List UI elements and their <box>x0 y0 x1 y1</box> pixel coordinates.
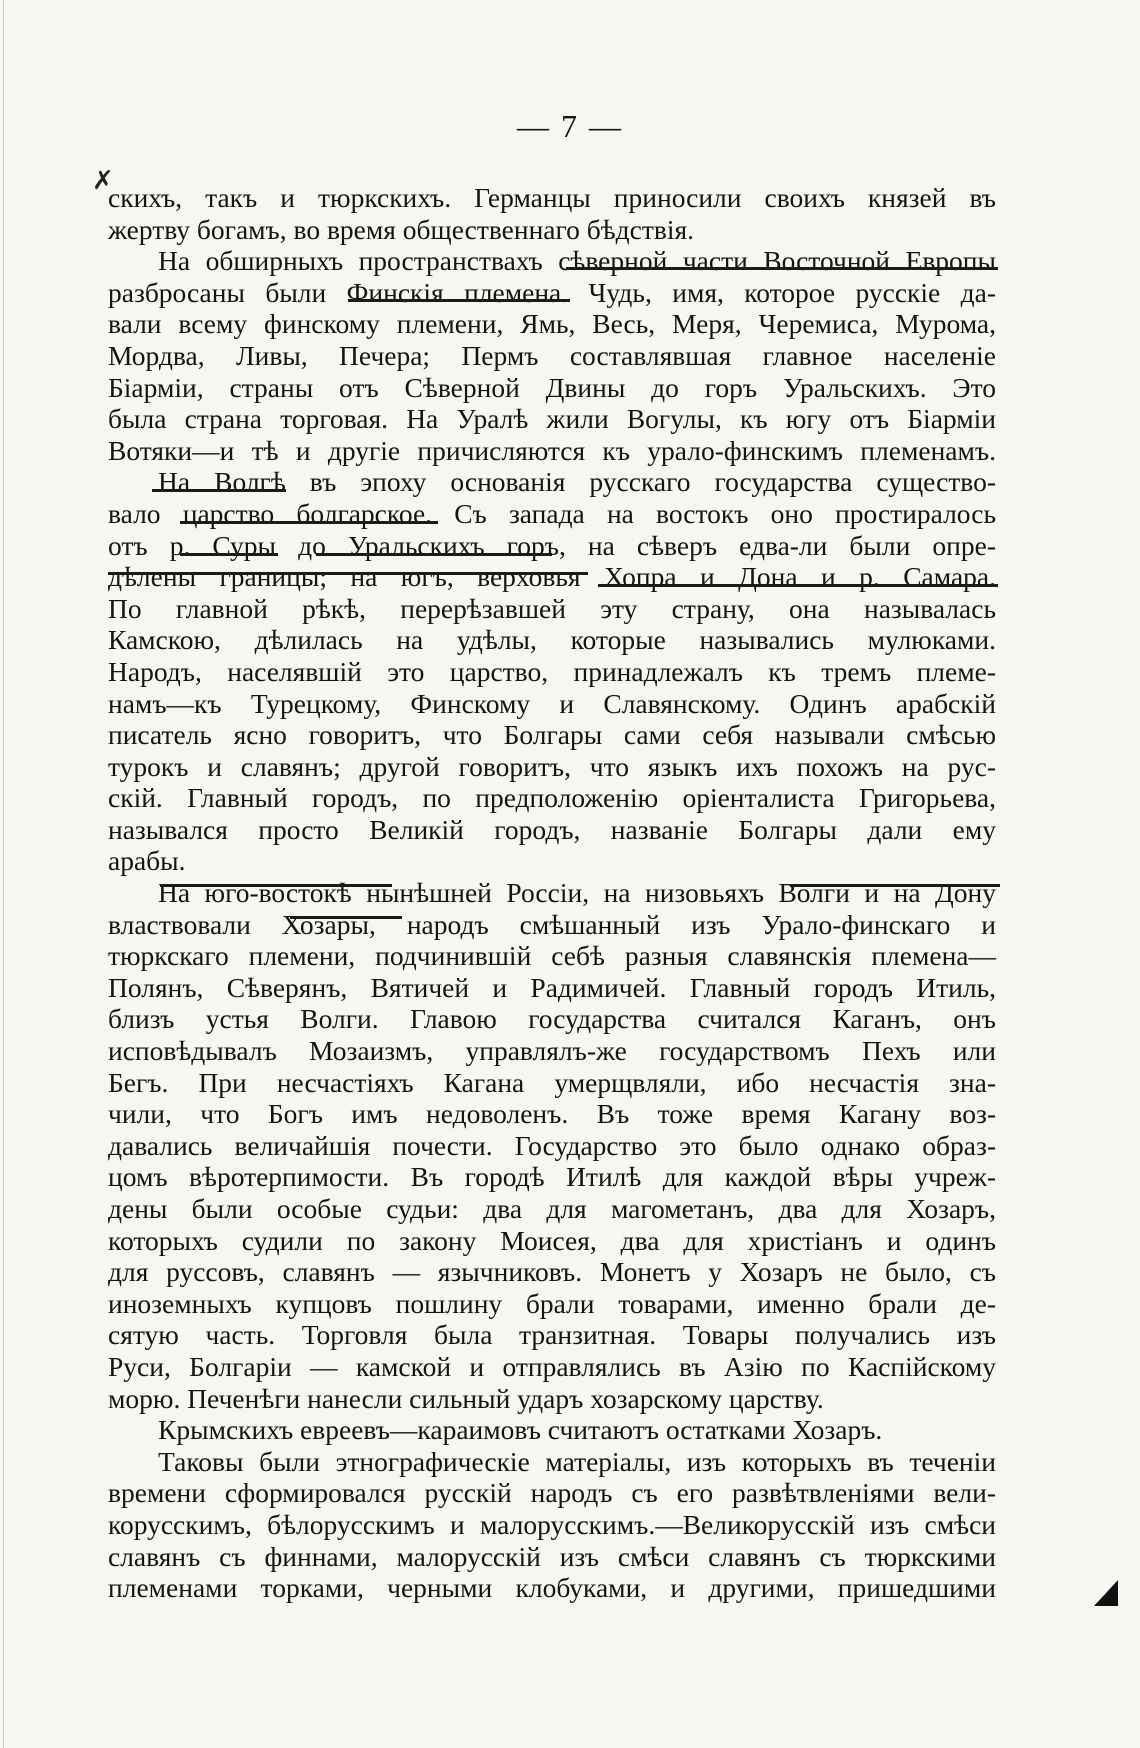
text-line: Бегъ. При несчастіяхъ Кагана умерщвляли, ибо несчастія зна- <box>108 1066 996 1098</box>
text-line: славянъ съ финнами, малорусскій изъ смѣси славянъ съ тюркскими <box>108 1540 996 1572</box>
scan-edge <box>3 0 4 1748</box>
underline-mark <box>566 267 998 270</box>
text-line: На юго-востокѣ нынѣшней Россіи, на низовьяхъ Волги и на Дону <box>158 877 996 909</box>
underline-mark <box>180 553 278 556</box>
underline-mark <box>160 884 392 887</box>
text-line: корусскимъ, бѣлорусскимъ и малорусскимъ.—Великорусскій изъ смѣси <box>108 1508 996 1540</box>
margin-pencil-mark-icon: ✗ <box>92 166 114 195</box>
text-line: писатель ясно говоритъ, что Болгары сами себя называли смѣсью <box>108 719 996 751</box>
text-line: дѣлены границы; на югъ, верховья Хопра и Дона и р. Самара. <box>108 561 996 593</box>
text-line: дены были особые судьи: два для магометанъ, два для Хозаръ, <box>108 1193 996 1224</box>
text-line: иноземныхъ купцовъ пошлину брали товарами, именно брали де- <box>108 1287 996 1319</box>
text-line: тюркскаго племени, подчинившій себѣ разныя славянскія племена— <box>108 940 996 972</box>
underline-mark <box>290 916 402 919</box>
text-line: скій. Главный городъ, по предположенію оріенталиста Григорьева, <box>108 782 996 814</box>
text-line: властвовали Хозары, народъ смѣшанный изъ Урало-финскаго и <box>108 908 996 940</box>
underline-mark <box>348 299 570 302</box>
text-line: На Волгѣ въ эпоху основанія русскаго государства существо- <box>158 466 996 498</box>
text-line: для руссовъ, славянъ — язычниковъ. Монетъ у Хозаръ не было, съ <box>108 1256 996 1288</box>
underline-mark <box>790 884 1000 887</box>
page-number: — 7 — <box>517 108 623 144</box>
underline-mark <box>598 584 998 587</box>
text-line: Камскою, дѣлилась на удѣлы, которые назывались мулюками. <box>108 624 996 656</box>
strike-mark <box>108 572 588 575</box>
text-line: Полянъ, Сѣверянъ, Вятичей и Радимичей. Главный городъ Итиль, <box>108 971 996 1003</box>
text-line: морю. Печенѣги нанесли сильный ударъ хозарскому царству. <box>108 1382 824 1414</box>
text-line: отъ р. Суры до Уральскихъ горъ, на сѣверъ едва-ли были опре- <box>108 529 996 561</box>
text-line: Вотяки—и тѣ и другіе причисляются къ урало-финскимъ племенамъ. <box>108 434 996 466</box>
text-line: намъ—къ Турецкому, Финскому и Славянскому. Одинъ арабскій <box>108 687 996 719</box>
corner-ink-mark <box>1094 1580 1118 1606</box>
text-line: близъ устья Волги. Главою государства считался Каганъ, онъ <box>108 1003 996 1035</box>
text-line: Мордва, Ливы, Печера; Пермъ составлявшая главное населеніе <box>108 339 996 371</box>
underline-mark <box>180 521 438 524</box>
text-line: чили, что Богъ имъ недоволенъ. Въ тоже время Кагану воз- <box>108 1098 996 1130</box>
text-line: назывался просто Великій городъ, названіе Болгары дали ему <box>108 813 996 845</box>
text-line: турокъ и славянъ; другой говоритъ, что языкъ ихъ похожъ на рус- <box>108 750 996 782</box>
text-line: скихъ, такъ и тюркскихъ. Германцы приносили своихъ князей въ <box>108 182 996 213</box>
underline-mark <box>152 489 286 492</box>
text-line: цомъ вѣротерпимости. Въ городѣ Итилѣ для каждой вѣры учреж- <box>108 1161 996 1193</box>
text-line: Народъ, населявшій это царство, принадлежалъ къ тремъ племе- <box>108 655 996 687</box>
text-line: которыхъ судили по закону Моисея, два для христіанъ и одинъ <box>108 1224 996 1256</box>
text-line: На обширныхъ пространствахъ сѣверной части Восточной Европы <box>158 245 996 277</box>
text-line: жертву богамъ, во время общественнаго бѣдствія. <box>108 213 695 245</box>
text-line: племенами торками, черными клобуками, и другими, пришедшими <box>108 1572 996 1604</box>
body-text <box>108 182 996 1604</box>
text-line: исповѣдывалъ Мозаизмъ, управлялъ-же государствомъ Пехъ или <box>108 1035 996 1067</box>
text-line: сятую часть. Торговля была транзитная. Товары получались изъ <box>108 1319 996 1351</box>
text-line: вало царство болгарское. Съ запада на востокъ оно простиралось <box>108 497 996 529</box>
text-line: Крымскихъ евреевъ—караимовъ считаютъ остатками Хозаръ. <box>158 1414 883 1446</box>
text-line: Таковы были этнографическіе матеріалы, изъ которыхъ въ теченіи <box>158 1445 996 1477</box>
text-line: времени сформировался русскій народъ съ его развѣтвленіями вели- <box>108 1477 996 1509</box>
text-line: Біарміи, страны отъ Сѣверной Двины до горъ Уральскихъ. Это <box>108 371 996 403</box>
text-line: По главной рѣкѣ, перерѣзавшей эту страну, она называлась <box>108 592 996 624</box>
text-line: Руси, Болгаріи — камской и отправлялись въ Азію по Каспійскому <box>108 1350 996 1382</box>
text-line: разбросаны были Финскія племена. Чудь, имя, которое русскіе да- <box>108 276 996 308</box>
underline-mark <box>316 553 552 556</box>
text-line: вали всему финскому племени, Ямь, Весь, Меря, Черемиса, Мурома, <box>108 308 996 340</box>
text-line: арабы. <box>108 845 186 877</box>
text-line: была страна торговая. На Уралѣ жили Вогулы, къ югу отъ Біарміи <box>108 403 996 435</box>
text-line: давались величайшія почести. Государство это было однако образ- <box>108 1129 996 1161</box>
